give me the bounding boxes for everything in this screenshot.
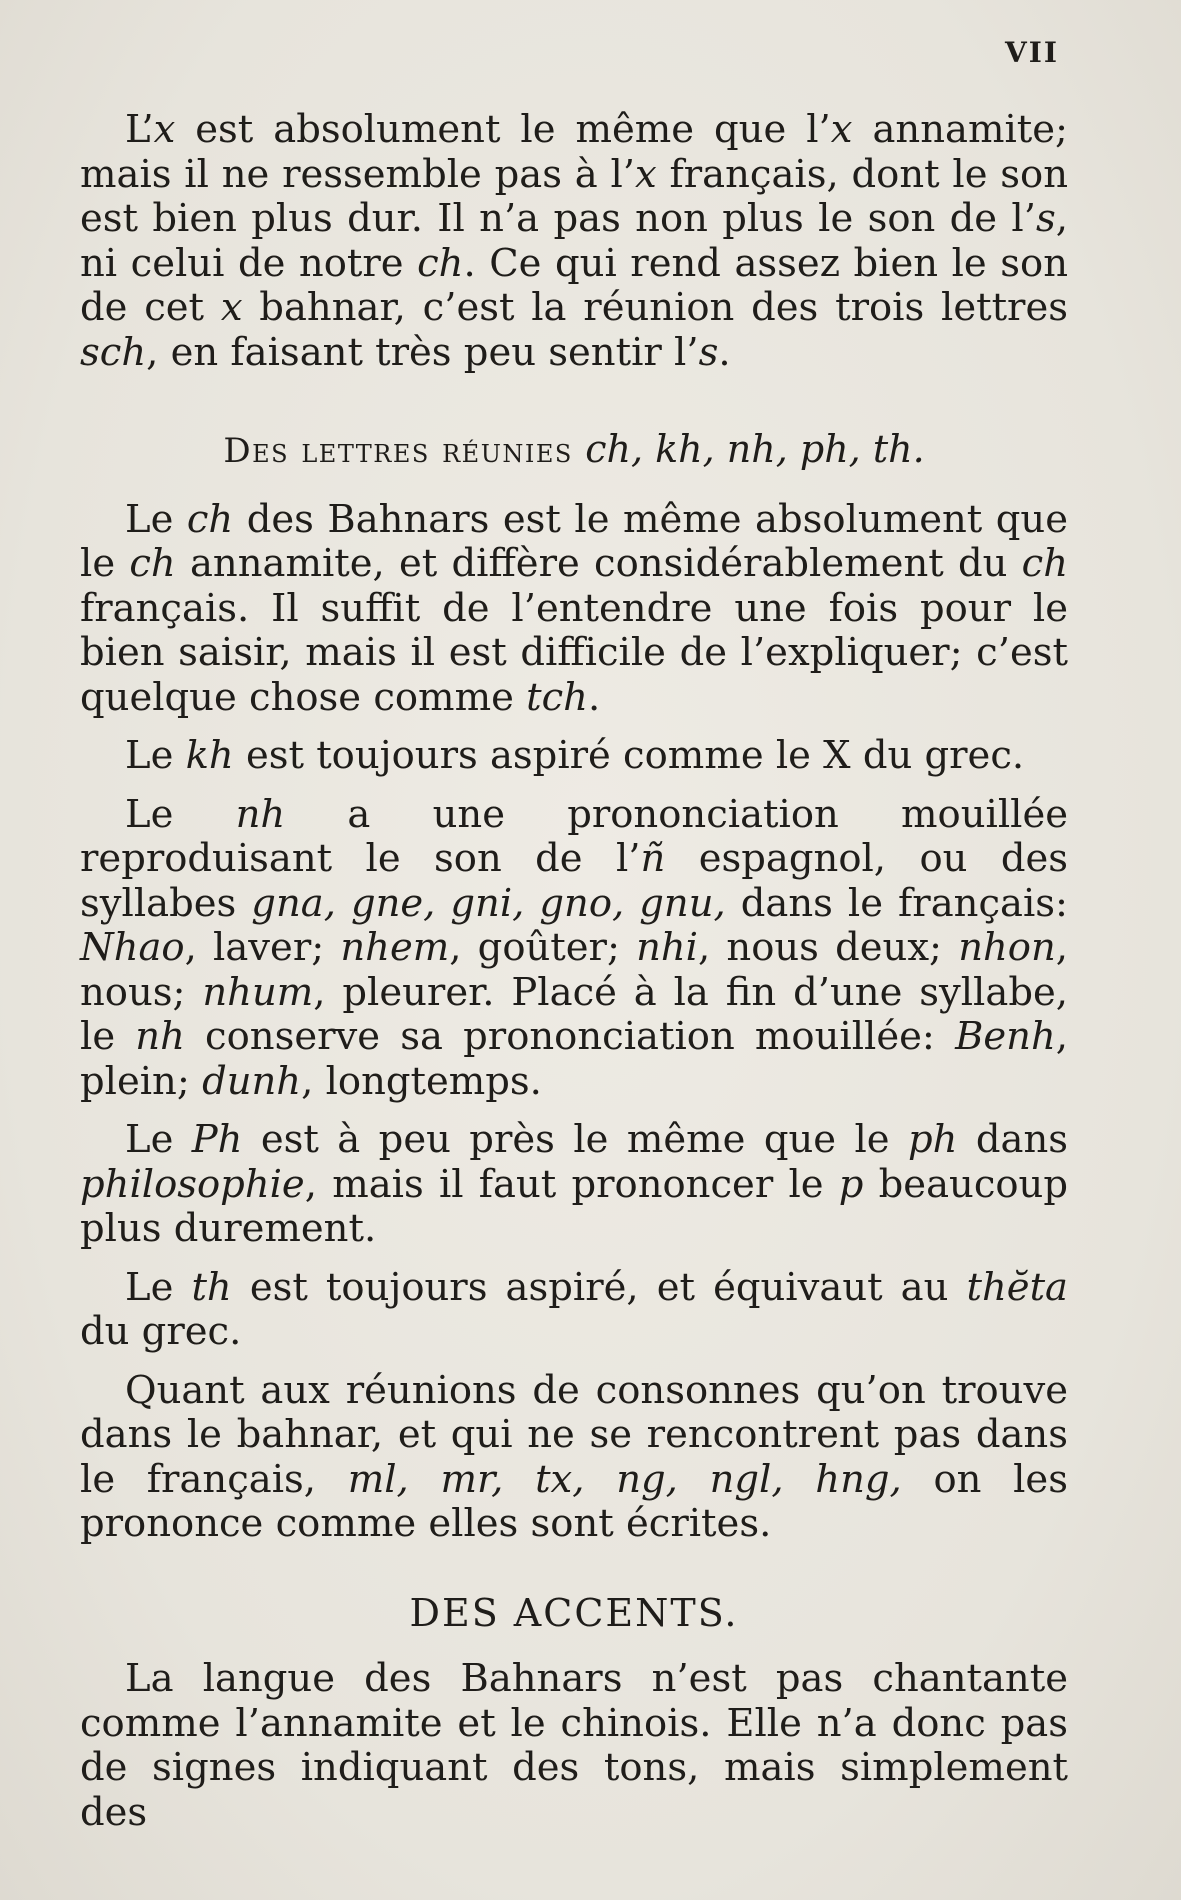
page-number: VII (1005, 36, 1059, 69)
paragraph-x: L’x est absolument le même que l’x annamite; mais il ne ressemble pas à l’x français, dont le son est bien plus dur. Il n’a pas non plus le son de l’s, ni celui de notre ch. Ce qui rend assez bien le son de cet x bahnar, c’est la réunion des trois lettres sch, en faisant très peu sentir l’s. (80, 107, 1068, 375)
paragraph-th: Le th est toujours aspiré, et équivaut au thĕta du grec. (80, 1264, 1069, 1354)
section-heading-lettres-reunies: Des lettres réunies ch, kh, nh, ph, th. (223, 427, 925, 471)
paragraph-ph: Le Ph est à peu près le même que le ph dans philosophie, mais il faut prononcer le p beaucoup plus durement. (80, 1117, 1069, 1251)
paragraph-kh: Le kh est toujours aspiré comme le X du grec. (125, 733, 1025, 778)
page-body (80, 108, 1068, 1835)
section-heading-accents: DES ACCENTS. (409, 1590, 739, 1635)
paragraph-ch: Le ch des Bahnars est le même absolument que le ch annamite, et diffère considérablement du ch français. Il suffit de l’entendre une fois pour le bien saisir, mais il est difficile de l’expliquer; c’est quelque chose comme tch. (80, 496, 1068, 720)
paragraph-consonnes: Quant aux réunions de consonnes qu’on trouve dans le bahnar, et qui ne se rencontrent pas dans le français, ml, mr, tx, ng, ngl, hng, on les prononce comme elles sont écrites. (80, 1367, 1068, 1546)
paragraph-accents: La langue des Bahnars n’est pas chantante comme l’annamite et le chinois. Elle n’a donc pas de signes indiquant des tons, mais simplement des (80, 1656, 1068, 1835)
paragraph-nh: Le nh a une prononciation mouillée reproduisant le son de l’ñ espagnol, ou des syllabes gna, gne, gni, gno, gnu, dans le français: Nhao, laver; nhem, goûter; nhi, nous deux; nhon, nous; nhum, pleurer. Placé à la fin d’une syllabe, le nh conserve sa prononciation mouillée: Benh, plein; dunh, longtemps. (80, 791, 1069, 1104)
